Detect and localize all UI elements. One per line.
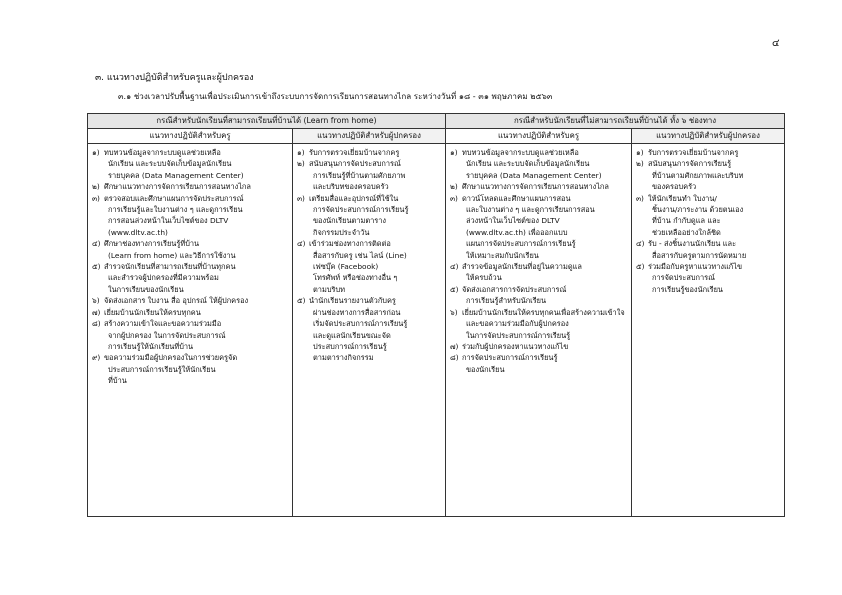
item-text: นำนักเรียนรายงานตัวกับครู [309, 296, 396, 306]
item-text: ร่วมมือกับครูหาแนวทางแก้ไข [648, 262, 743, 272]
column-header-row [88, 129, 785, 144]
list-item [450, 307, 628, 341]
item-text-continued: ที่บ้านตามศักยภาพและบริบท [652, 170, 744, 180]
item-text-continued: ในการจัดประสบการณ์การเรียนรู้ [466, 330, 571, 340]
list-item [92, 307, 289, 318]
item-text: ทบทวนข้อมูลจากระบบดูแลช่วยเหลือ [462, 148, 579, 157]
item-number: ๔) [297, 239, 306, 249]
list-item [450, 261, 628, 284]
item-text-continued: ประสบการณ์การเรียนรู้ [313, 341, 387, 351]
item-text-continued: การสอนล่วงหน้าในเว็บไซต์ของ DLTV [108, 216, 229, 226]
item-text-continued: (Learn from home) และวิธีการใช้งาน [108, 250, 236, 260]
page-number: ๔ [772, 38, 780, 49]
item-text: ตรวจสอบและศึกษาแผนการจัดประสบการณ์ [104, 193, 244, 203]
list-item [92, 238, 289, 261]
item-text-continued: กิจกรรมประจำวัน [313, 227, 370, 237]
list-item [450, 181, 628, 192]
list-item [92, 193, 289, 239]
item-text: ดาวน์โหลดและศึกษาแผนการสอน [462, 193, 571, 203]
item-text-continued: จากผู้ปกครอง ในการจัดประสบการณ์ [108, 330, 226, 340]
item-text-continued: ช่วยเหลืออย่างใกล้ชิด [652, 227, 721, 237]
column-header-parent: แนวทางปฏิบัติสำหรับผู้ปกครอง [293, 129, 446, 144]
item-text-continued: ของครอบครัว [652, 182, 697, 192]
list-item [92, 147, 289, 181]
item-text-continued: และสำรวจผู้ปกครองที่มีความพร้อม [108, 273, 219, 283]
item-number: ๗) [92, 307, 101, 317]
item-text: ศึกษาช่องทางการเรียนรู้ที่บ้าน [104, 239, 200, 249]
item-number: ๒) [636, 159, 644, 169]
list-item [92, 318, 289, 352]
item-number: ๙) [92, 353, 101, 363]
item-number: ๘) [92, 319, 101, 329]
list-item [92, 181, 289, 192]
item-text-continued: การเรียนรู้และใบงานต่าง ๆ และดูการเรียน [108, 205, 243, 215]
column-header-parent: แนวทางปฏิบัติสำหรับผู้ปกครอง [632, 129, 785, 144]
item-text: รับ - ส่งชิ้นงานนักเรียน และ [648, 239, 737, 249]
item-text-continued: ที่บ้าน [108, 376, 127, 386]
item-text-continued: การเรียนรู้ของนักเรียน [652, 284, 723, 294]
item-text: ศึกษาแนวทางการจัดการเรียนการสอนทางไกล [104, 182, 251, 192]
item-text-continued: การจัดประสบการณ์การเรียนรู้ [313, 205, 409, 215]
list-item [450, 341, 628, 352]
item-text-continued: และบริบทของครอบครัว [313, 182, 389, 192]
list-item [297, 147, 442, 158]
item-text-continued: (www.dltv.ac.th) [108, 227, 168, 237]
list-item [92, 295, 289, 306]
list-item [450, 284, 628, 307]
item-number: ๒) [297, 159, 305, 169]
item-number: ๕) [636, 262, 645, 272]
column-header-teacher: แนวทางปฏิบัติสำหรับครู [88, 129, 293, 144]
item-text-continued: และใบงานต่าง ๆ และดูการเรียนการสอน [466, 205, 595, 215]
item-number: ๘) [450, 353, 459, 363]
item-text: สร้างความเข้าใจและขอความร่วมมือ [104, 319, 222, 329]
item-number: ๓) [636, 193, 644, 203]
list-item [636, 261, 781, 295]
list-item [297, 238, 442, 295]
item-number: ๒) [92, 182, 100, 192]
item-text: เข้าร่วมช่องทางการติดต่อ [309, 239, 391, 249]
column-teacher-learn-from-home [88, 144, 293, 517]
list-item [636, 158, 781, 192]
item-text: รับการตรวจเยี่ยมบ้านจากครู [648, 148, 739, 157]
item-text-continued: โทรศัพท์ หรือช่องทางอื่น ๆ [313, 273, 398, 283]
group-header-cannot-learn-at-home: กรณีสำหรับนักเรียนที่ไม่สามารถเรียนที่บ้านได้ ทั้ง ๖ ช่องทาง [446, 114, 785, 129]
list-item [636, 193, 781, 239]
column-parent-cannot-learn-at-home [632, 144, 785, 517]
item-text-continued: การเรียนรู้ให้นักเรียนที่บ้าน [108, 341, 194, 351]
item-text-continued: ตามบริบท [313, 284, 346, 294]
item-text: จัดส่งเอกสารการจัดประสบการณ์ [462, 284, 567, 294]
item-text-continued: นักเรียน และระบบจัดเก็บข้อมูลนักเรียน [108, 159, 232, 169]
list-item [450, 147, 628, 181]
item-text-continued: ประสบการณ์การเรียนรู้ให้นักเรียน [108, 364, 216, 374]
list-item [92, 352, 289, 386]
item-number: ๓) [450, 193, 458, 203]
item-text-continued: ตามตารางกิจกรรม [313, 353, 374, 363]
item-number: ๒) [450, 182, 458, 192]
item-number: ๓) [92, 193, 100, 203]
item-text-continued: ผ่านช่องทางการสื่อสารก่อน [313, 307, 401, 317]
item-text-continued: แผนการจัดประสบการณ์การเรียนรู้ [466, 239, 576, 249]
subsection-heading: ๓.๑ ช่วงเวลาปรับพื้นฐานเพื่อประเมินการเข้าถึงระบบการจัดการเรียนการสอนทางไกล ระหว่างวันที่ ๑๘ - ๓๑ พฤษภาคม ๒๕๖๓ [118, 92, 553, 101]
item-text: รับการตรวจเยี่ยมบ้านจากครู [309, 148, 400, 157]
item-text: ขอความร่วมมือผู้ปกครองในการช่วยครูจัด [104, 353, 238, 363]
item-text-continued: และดูแลนักเรียนขณะจัด [313, 330, 391, 340]
list-item [297, 193, 442, 239]
item-number: ๖) [92, 296, 100, 306]
group-header-row [88, 114, 785, 129]
item-text-continued: เริ่มจัดประสบการณ์การเรียนรู้ [313, 319, 408, 329]
item-text-continued: นักเรียน และระบบจัดเก็บข้อมูลนักเรียน [466, 159, 590, 169]
item-text: เยี่ยมบ้านนักเรียนให้ครบทุกคน [104, 307, 201, 317]
item-text: เตรียมสื่อและอุปกรณ์ที่ใช้ใน [309, 193, 399, 203]
item-text: การจัดประสบการณ์การเรียนรู้ [462, 353, 558, 363]
item-number: ๕) [92, 262, 101, 272]
item-number: ๔) [636, 239, 645, 249]
item-text-continued: ล่วงหน้าในเว็บไซต์ของ DLTV [466, 216, 560, 226]
list-item [297, 158, 442, 192]
item-text-continued: การเรียนรู้สำหรับนักเรียน [466, 296, 547, 306]
item-number: ๑) [92, 148, 100, 157]
item-text: ร่วมกับผู้ปกครองหาแนวทางแก้ไข [462, 341, 569, 351]
item-text: สำรวจนักเรียนที่สามารถเรียนที่บ้านทุกคน [104, 262, 236, 272]
list-item [450, 352, 628, 375]
item-text: ให้นักเรียนทำ ใบงาน/ [648, 193, 717, 203]
item-text-continued: รายบุคคล (Data Management Center) [108, 170, 244, 180]
item-number: ๔) [450, 262, 459, 272]
item-text: ทบทวนข้อมูลจากระบบดูแลช่วยเหลือ [104, 148, 221, 157]
item-text: สนับสนุนการจัดประสบการณ์ [309, 159, 401, 169]
group-header-learn-from-home: กรณีสำหรับนักเรียนที่สามารถเรียนที่บ้านได้ (Learn from home) [88, 114, 446, 129]
column-parent-learn-from-home [293, 144, 446, 517]
item-number: ๑) [297, 148, 305, 157]
item-text: จัดส่งเอกสาร ใบงาน สื่อ อุปกรณ์ ให้ผู้ปกครอง [104, 296, 249, 306]
item-text-continued: และขอความร่วมมือกับผู้ปกครอง [466, 319, 569, 329]
section-heading: ๓. แนวทางปฏิบัติสำหรับครูและผู้ปกครอง [95, 73, 254, 83]
item-text-continued: ในการเรียนของนักเรียน [108, 284, 184, 294]
column-header-teacher: แนวทางปฏิบัติสำหรับครู [446, 129, 632, 144]
list-item [636, 238, 781, 261]
item-text-continued: ให้เหมาะสมกับนักเรียน [466, 250, 539, 260]
list-item [297, 295, 442, 363]
item-text: ศึกษาแนวทางการจัดการเรียนการสอนทางไกล [462, 182, 609, 192]
item-text-continued: สื่อสารกับครู เช่น ไลน์ (Line) [313, 250, 407, 260]
list-item [92, 261, 289, 295]
item-text-continued: สื่อสารกับครูตามการนัดหมาย [652, 250, 747, 260]
item-text-continued: ของนักเรียนตามตาราง [313, 216, 387, 226]
item-number: ๔) [92, 239, 101, 249]
guideline-table [87, 113, 785, 517]
item-number: ๑) [450, 148, 458, 157]
item-text-continued: ของนักเรียน [466, 364, 505, 374]
item-text-continued: รายบุคคล (Data Management Center) [466, 170, 602, 180]
item-number: ๕) [450, 284, 459, 294]
item-text-continued: (www.dltv.ac.th) เพื่อออกแบบ [466, 227, 568, 237]
column-teacher-cannot-learn-at-home [446, 144, 632, 517]
item-text: เยี่ยมบ้านนักเรียนให้ครบทุกคนเพื่อสร้างความเข้าใจ [462, 307, 625, 317]
list-item [450, 193, 628, 261]
item-text-continued: การจัดประสบการณ์ [652, 273, 716, 283]
item-text: สำรวจข้อมูลนักเรียนที่อยู่ในความดูแล [462, 262, 582, 272]
item-text-continued: ให้ครบถ้วน [466, 273, 502, 283]
item-text: สนับสนุนการจัดการเรียนรู้ [648, 159, 732, 169]
guideline-body-row [88, 144, 785, 517]
item-text-continued: เฟซบุ๊ค (Facebook) [313, 262, 379, 272]
item-text-continued: การเรียนรู้ที่บ้านตามศักยภาพ [313, 170, 406, 180]
item-number: ๓) [297, 193, 305, 203]
item-text-continued: ที่บ้าน กำกับดูแล และ [652, 216, 721, 226]
item-number: ๕) [297, 296, 306, 306]
item-number: ๖) [450, 307, 458, 317]
item-number: ๑) [636, 148, 644, 157]
item-text-continued: ชิ้นงาน/ภาระงาน ด้วยตนเอง [652, 205, 744, 215]
item-number: ๗) [450, 341, 459, 351]
list-item [636, 147, 781, 158]
